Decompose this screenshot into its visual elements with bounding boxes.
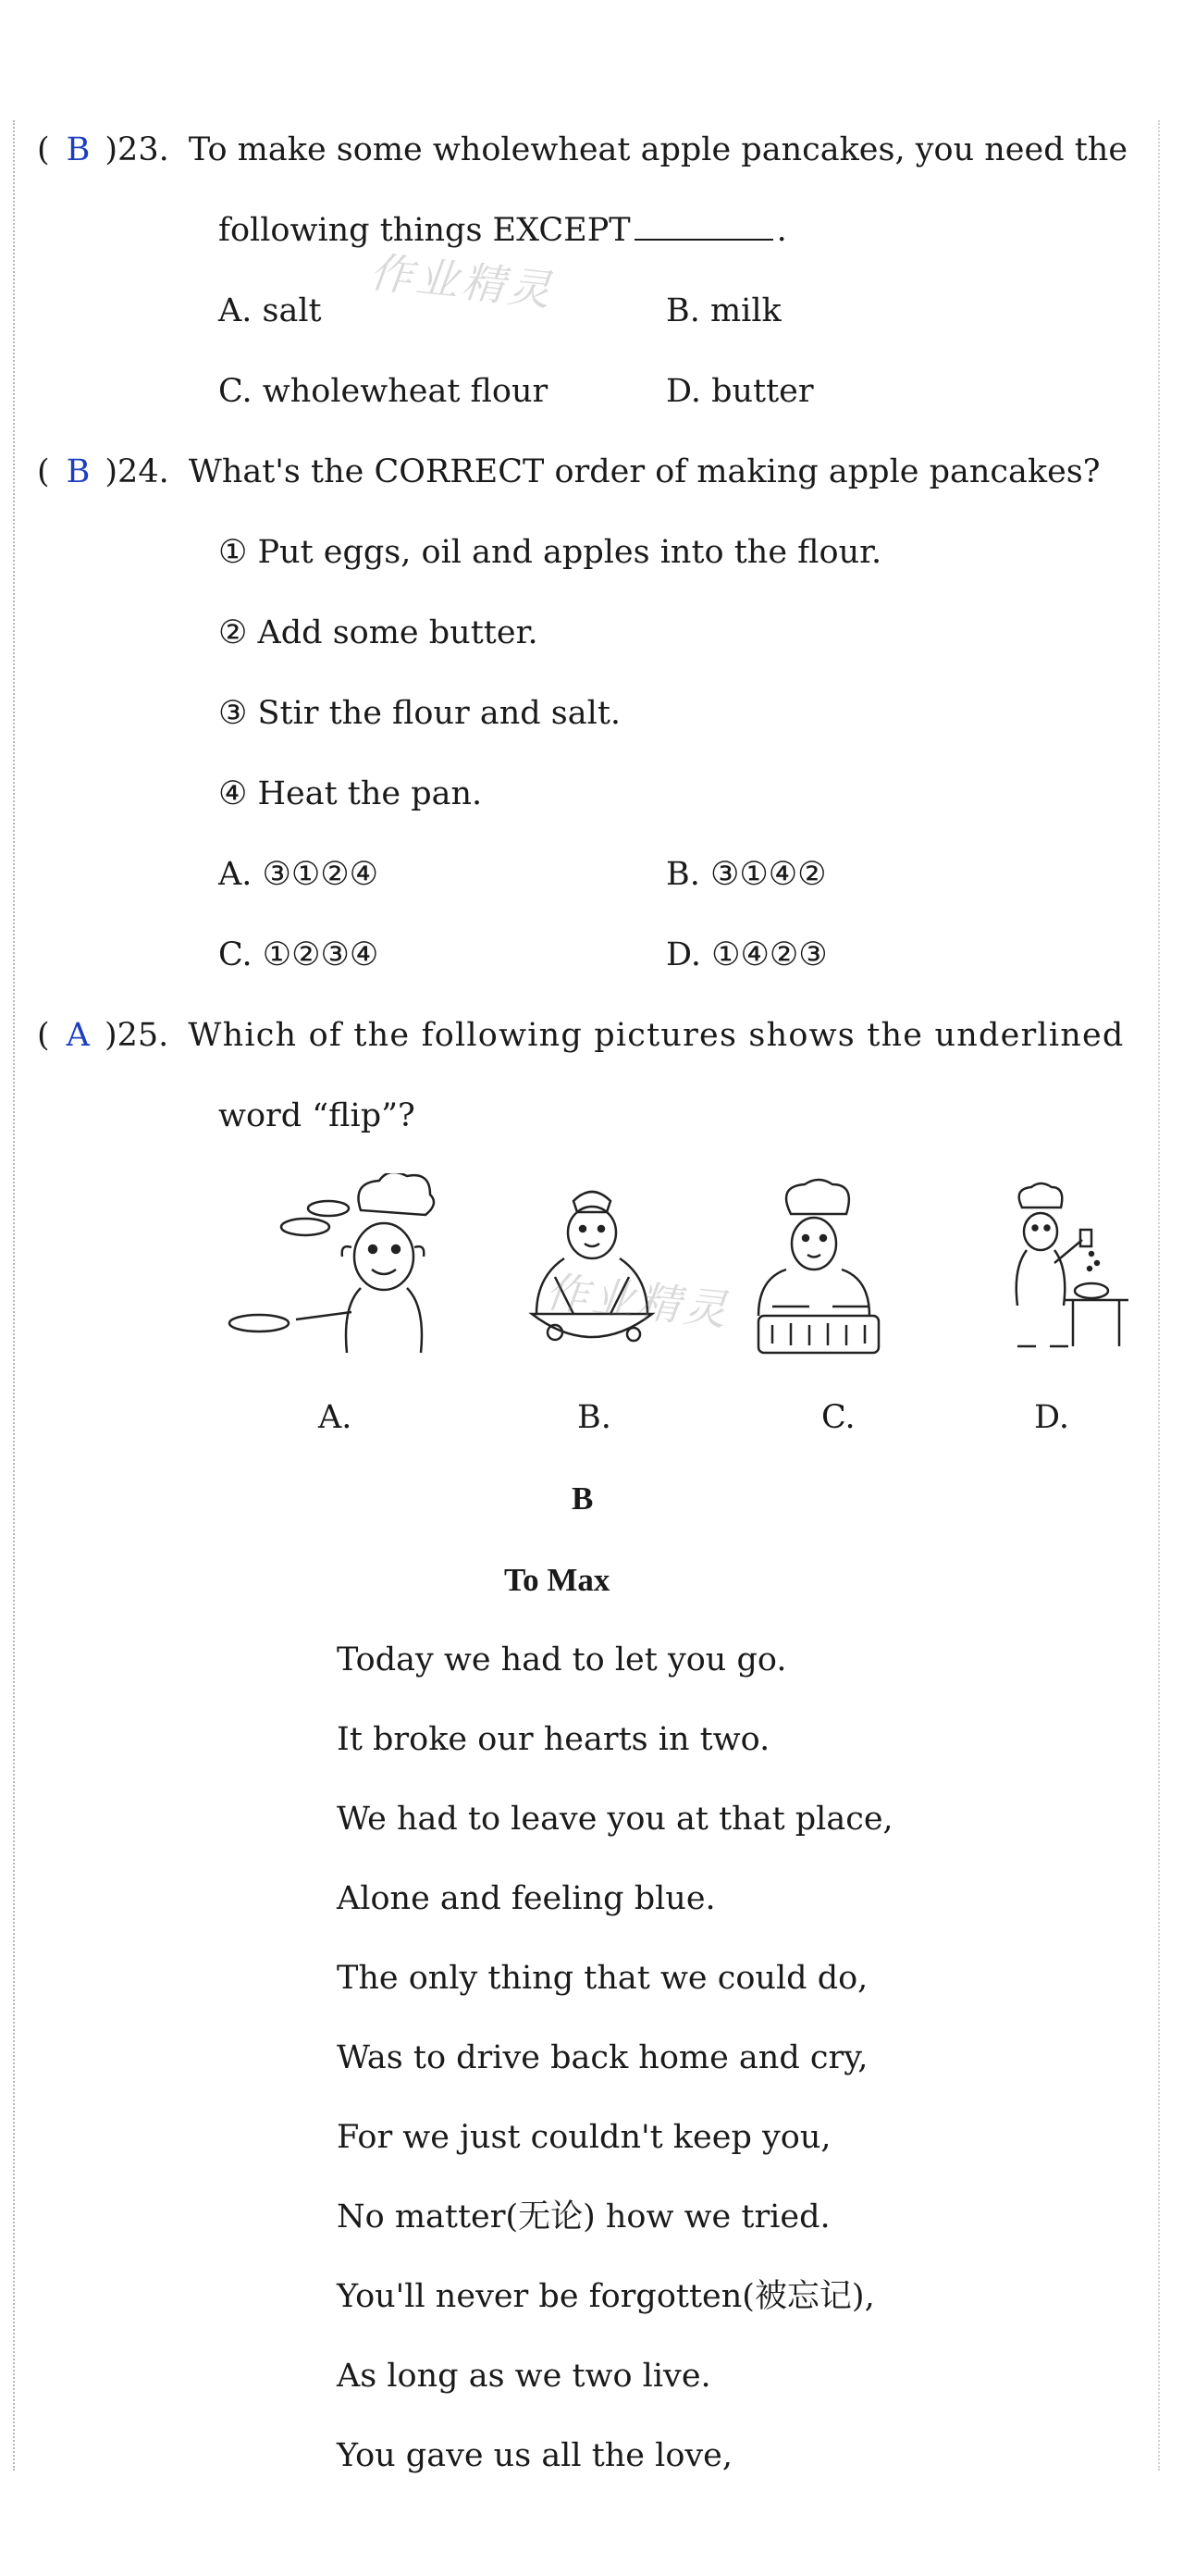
chef-flipping-pancake-icon bbox=[222, 1173, 462, 1358]
question-25-stem-line2: word “flip”? bbox=[218, 1097, 415, 1134]
question-24-text: What's the CORRECT order of making apple pancakes? bbox=[188, 453, 1101, 490]
q24-step-1: ① Put eggs, oil and apples into the flour. bbox=[218, 534, 882, 571]
picture-label-b: B. bbox=[577, 1399, 611, 1436]
poem-line-7: For we just couldn't keep you, bbox=[337, 2119, 832, 2156]
poem-title: To Max bbox=[504, 1562, 610, 1598]
answer-23: B bbox=[66, 131, 91, 168]
answer-blank bbox=[635, 211, 773, 241]
chef-chopping-icon bbox=[721, 1177, 906, 1362]
question-23-number: )23. bbox=[105, 131, 169, 168]
q24-option-a: A. ③①②④ bbox=[218, 856, 379, 893]
q23-option-d: D. butter bbox=[666, 373, 814, 410]
q24-option-c: C. ①②③④ bbox=[218, 936, 379, 973]
right-dotted-margin bbox=[1158, 120, 1160, 2471]
picture-label-c: C. bbox=[821, 1399, 856, 1436]
question-23-text: To make some wholewheat apple pancakes, you need the bbox=[188, 131, 1128, 168]
poem-line-3: We had to leave you at that place, bbox=[337, 1801, 893, 1838]
poem-line-6: Was to drive back home and cry, bbox=[337, 2039, 869, 2076]
q23-option-c: C. wholewheat flour bbox=[218, 373, 548, 410]
left-dotted-margin bbox=[13, 120, 15, 2471]
picture-label-a: A. bbox=[318, 1399, 352, 1436]
picture-label-d: D. bbox=[1034, 1399, 1069, 1436]
question-25-stem: ( A )25. Which of the following pictures shows the underlined bbox=[37, 1017, 1125, 1054]
question-25-text: Which of the following pictures shows the underlined bbox=[188, 1017, 1125, 1054]
poem-line-2: It broke our hearts in two. bbox=[337, 1721, 770, 1758]
poem-line-8: No matter(无论) how we tried. bbox=[337, 2198, 831, 2235]
question-25-number: )25. bbox=[104, 1017, 169, 1054]
question-24-number: )24. bbox=[105, 453, 169, 490]
section-letter: B bbox=[572, 1480, 594, 1517]
answer-24: B bbox=[66, 453, 91, 490]
poem-line-9: You'll never be forgotten(被忘记), bbox=[337, 2278, 875, 2315]
watermark-text-2: 作业精灵 bbox=[543, 1266, 733, 1336]
chef-seasoning-icon bbox=[962, 1180, 1147, 1365]
question-23-stem: ( B )23. To make some wholewheat apple pancakes, you need the bbox=[37, 131, 1128, 168]
watermark-text: 作业精灵 bbox=[367, 246, 557, 316]
poem-line-5: The only thing that we could do, bbox=[337, 1960, 869, 1997]
poem-line-11: You gave us all the love, bbox=[337, 2437, 733, 2474]
answer-25: A bbox=[66, 1017, 90, 1054]
q24-step-2: ② Add some butter. bbox=[218, 614, 538, 651]
q24-option-b: B. ③①④② bbox=[666, 856, 827, 893]
q23-option-b: B. milk bbox=[666, 292, 782, 329]
question-24-stem: ( B )24. What's the CORRECT order of making apple pancakes? bbox=[37, 453, 1101, 490]
q23-option-a: A. salt bbox=[218, 292, 322, 329]
q24-step-3: ③ Stir the flour and salt. bbox=[218, 695, 622, 732]
poem-line-1: Today we had to let you go. bbox=[337, 1641, 787, 1678]
poem-line-10: As long as we two live. bbox=[337, 2358, 711, 2395]
q24-option-d: D. ①④②③ bbox=[666, 936, 828, 973]
question-23-stem-line2: following things EXCEPT . bbox=[218, 212, 787, 249]
poem-line-4: Alone and feeling blue. bbox=[337, 1880, 716, 1917]
q24-step-4: ④ Heat the pan. bbox=[218, 775, 483, 812]
